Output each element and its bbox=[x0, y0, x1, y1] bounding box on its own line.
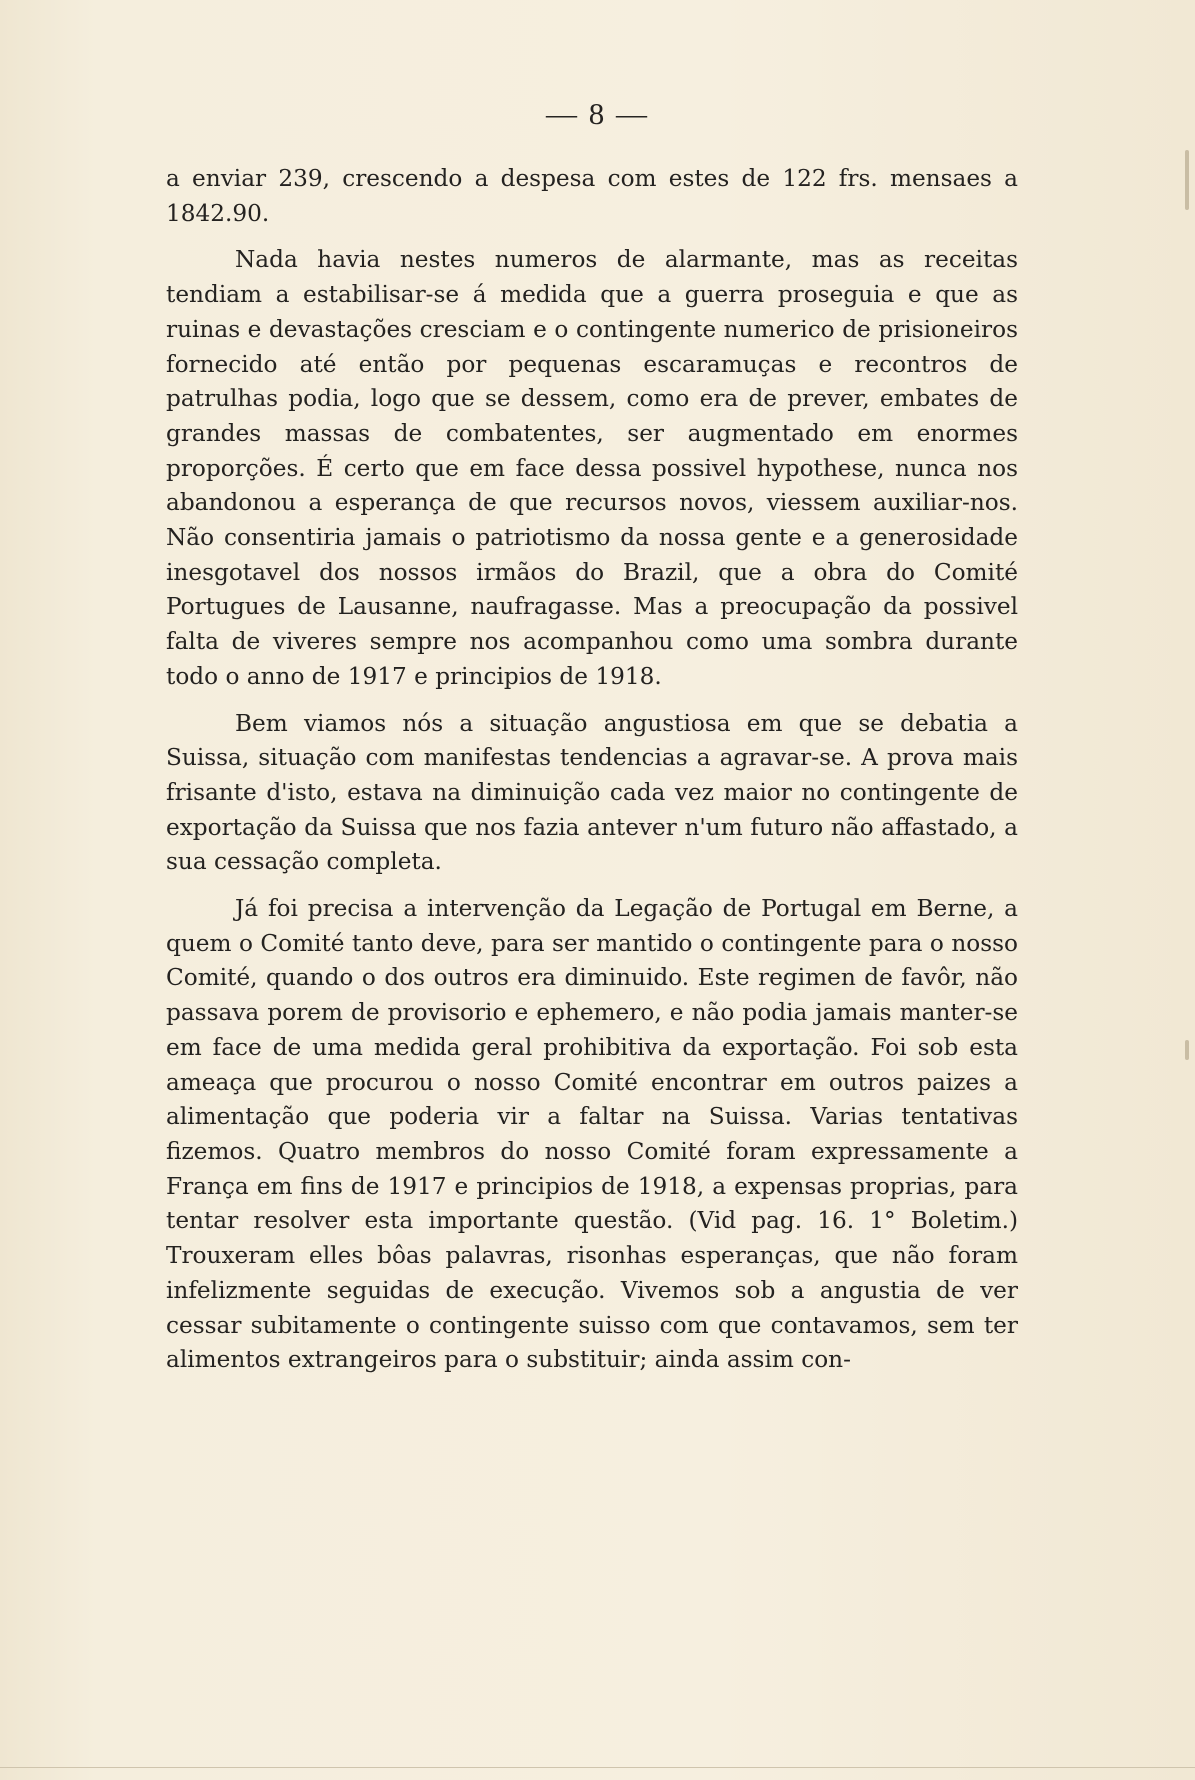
paragraph: Já foi precisa a intervenção da Legação de Portugal em Berne, a quem o Comité tanto deve, para ser mantido o contingente para o nosso Comité, quando o dos outros era diminuido. Este regimen de favôr, não passava porem de provisorio e ephemero, e não podia jamais manter-se em face de uma medida geral prohibitiva da exportação. Foi sob esta ameaça que procurou o nosso Comité encontrar em outros paizes a alimentação que poderia vir a faltar na Suissa. Varias tentativas fizemos. Quatro membros do nosso Comité foram expressamente a França em fins de 1917 e principios de 1918, a expensas proprias, para tentar resolver esta importante questão. (Vid pag. 16. 1° Boletim.) Trouxeram elles bôas palavras, risonhas esperanças, que não foram infelizmente seguidas de execução. Vivemos sob a angustia de ver cessar subitamente o contingente suisso com que contavamos, sem ter alimentos extrangeiros para o substituir; ainda assim con- bbox=[166, 895, 1018, 1374]
paragraph: Bem viamos nós a situação angustiosa em que se debatia a Suissa, situação com manifestas tendencias a agravar-se. A prova mais frisante d'isto, estava na diminuição cada vez maior no contingente de exportação da Suissa que nos fazia antever n'um futuro não affastado, a sua cessação completa. bbox=[166, 709, 1018, 876]
page-bottom-edge bbox=[0, 1767, 1195, 1768]
paragraph-continuation: a enviar 239, crescendo a despesa com estes de 122 frs. mensaes a 1842.90. bbox=[166, 165, 1018, 227]
page-edge-mark bbox=[1185, 1040, 1189, 1060]
page-edge-mark bbox=[1185, 150, 1189, 210]
page-number: — 8 — bbox=[546, 96, 649, 131]
body-text bbox=[166, 162, 1018, 1378]
paragraph: Nada havia nestes numeros de alarmante, mas as receitas tendiam a estabilisar-se á medida que a guerra proseguia e que as ruinas e devastações cresciam e o contingente numerico de prisioneiros fornecido até então por pequenas escaramuças e recontros de patrulhas podia, logo que se dessem, como era de prever, embates de grandes massas de combatentes, ser augmentado em enormes proporções. É certo que em face dessa possivel hypothese, nunca nos abandonou a esperança de que recursos novos, viessem auxiliar-nos. Não consentiria jamais o patriotismo da nossa gente e a generosidade inesgotavel dos nossos irmãos do Brazil, que a obra do Comité Portugues de Lausanne, naufragasse. Mas a preocupação da possivel falta de viveres sempre nos acompanhou como uma sombra durante todo o anno de 1917 e principios de 1918. bbox=[166, 246, 1018, 690]
